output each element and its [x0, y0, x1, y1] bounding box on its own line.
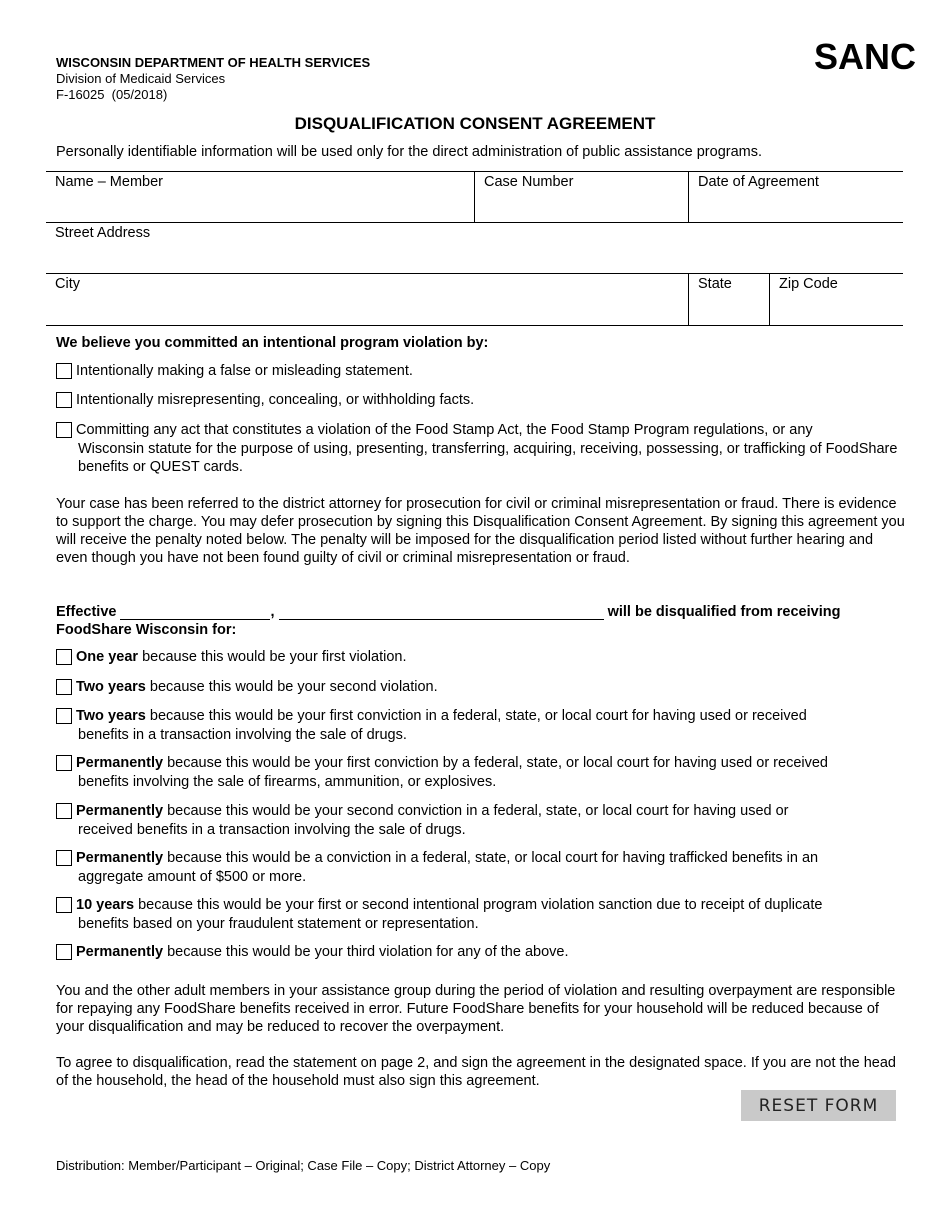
name-member-label: Name – Member: [55, 174, 163, 190]
penalty-checkbox-5[interactable]: [56, 803, 72, 819]
penalty-term: Permanently: [76, 850, 164, 866]
violation-option-2-text: Intentionally misrepresenting, concealing, or withholding facts.: [76, 392, 475, 408]
state-field[interactable]: [695, 300, 763, 322]
street-address-field[interactable]: [52, 249, 897, 271]
penalty-text-continuation: benefits involving the sale of firearms, ammunition, or explosives.: [78, 773, 497, 790]
cell-zip-code: [769, 274, 903, 325]
agency-name: WISCONSIN DEPARTMENT OF HEALTH SERVICES: [56, 55, 371, 70]
penalty-option-1: [56, 648, 906, 667]
distribution-note: Distribution: Member/Participant – Original; Case File – Copy; District Attorney – Copy: [56, 1158, 551, 1173]
penalty-text: because this would be your third violation for any of the above.: [163, 944, 569, 960]
case-number-label: Case Number: [484, 174, 574, 190]
violation-option-3: [56, 421, 906, 477]
violation-option-2: [56, 391, 906, 410]
division-name: Division of Medicaid Services: [56, 71, 226, 86]
violation-option-3-text: Committing any act that constitutes a violation of the Food Stamp Act, the Food Stamp Program regulations, or any: [76, 422, 813, 438]
effective-comma: ,: [270, 604, 275, 620]
penalty-text: because this would be your second conviction in a federal, state, or local court for having used or: [163, 803, 789, 819]
cell-city: [46, 274, 688, 325]
date-of-agreement-field[interactable]: [695, 198, 897, 220]
penalty-text-continuation: benefits based on your fraudulent statement or representation.: [78, 915, 479, 932]
referral-paragraph: Your case has been referred to the district attorney for prosecution for civil or criminal misrepresentation or fraud. There is evidence to support the charge. You may defer prosecution by signing this Disqualification Consent Agreement. By signing this agreement you will receive the penalty noted below. The penalty will be imposed for the disqualification period listed without further hearing and even though you have not been found guilty of civil or criminal misrepresentation or fraud.: [56, 496, 905, 566]
penalty-checkbox-8[interactable]: [56, 944, 72, 960]
zip-code-field[interactable]: [776, 300, 897, 322]
penalty-text: because this would be your first violation.: [138, 649, 407, 665]
violation-option-3-continuation: Wisconsin statute for the purpose of using, presenting, transferring, acquiring, receiving, possessing, or trafficking of FoodShare benefits or QUEST cards.: [78, 440, 898, 475]
penalty-term: One year: [76, 649, 139, 665]
cell-state: [688, 274, 769, 325]
city-label: City: [55, 276, 80, 292]
penalty-term: 10 years: [76, 897, 135, 913]
penalty-checkbox-7[interactable]: [56, 897, 72, 913]
penalty-checkbox-6[interactable]: [56, 850, 72, 866]
violation-checkbox-1[interactable]: [56, 363, 72, 379]
penalty-text: because this would be your first or second intentional program violation sanction due to receipt of duplicate: [134, 897, 823, 913]
penalty-option-3: [56, 707, 906, 744]
street-address-label: Street Address: [55, 225, 151, 241]
form-number: F-16025 (05/2018): [56, 87, 168, 102]
penalty-option-2: [56, 678, 906, 697]
penalty-option-6: [56, 849, 906, 886]
effective-suffix: will be disqualified from receiving: [607, 604, 841, 620]
penalty-text: because this would be a conviction in a federal, state, or local court for having trafficked benefits in an: [163, 850, 819, 866]
effective-label: Effective: [56, 604, 117, 620]
penalty-text-continuation: aggregate amount of $500 or more.: [78, 868, 307, 885]
penalty-term: Two years: [76, 679, 146, 695]
effective-date-field[interactable]: [120, 605, 270, 620]
effective-statement: [56, 603, 906, 639]
violation-option-1: [56, 362, 906, 381]
violation-option-1-text: Intentionally making a false or misleading statement.: [76, 363, 413, 379]
penalty-option-4: [56, 754, 906, 791]
penalty-option-5: [56, 802, 906, 839]
row-street-address: [46, 222, 903, 274]
penalty-text-continuation: received benefits in a transaction involving the sale of drugs.: [78, 821, 466, 838]
cell-case-number: [474, 172, 688, 223]
privacy-notice: Personally identifiable information will be used only for the direct administration of public assistance programs.: [56, 144, 763, 160]
penalty-term: Permanently: [76, 803, 164, 819]
penalty-option-7: [56, 896, 906, 933]
reset-form-button[interactable]: RESET FORM: [741, 1090, 896, 1121]
cell-street-address: [46, 223, 903, 274]
penalty-text: because this would be your second violation.: [145, 679, 438, 695]
penalty-checkbox-3[interactable]: [56, 708, 72, 724]
violation-checkbox-2[interactable]: [56, 392, 72, 408]
penalty-term: Two years: [76, 708, 146, 724]
penalty-text: because this would be your first conviction by a federal, state, or local court for having used or received: [163, 755, 828, 771]
disqualified-person-field[interactable]: [279, 605, 604, 620]
row-city-state-zip: [46, 273, 903, 326]
cell-name-member: [46, 172, 474, 223]
form-code: SANC: [813, 36, 916, 77]
row-name-case-date: [46, 171, 903, 223]
penalty-text-continuation: benefits in a transaction involving the sale of drugs.: [78, 726, 407, 743]
case-number-field[interactable]: [481, 198, 682, 220]
state-label: State: [698, 276, 732, 292]
date-of-agreement-label: Date of Agreement: [698, 174, 819, 190]
violation-heading: We believe you committed an intentional program violation by:: [56, 335, 489, 351]
city-field[interactable]: [52, 300, 682, 322]
page-title: DISQUALIFICATION CONSENT AGREEMENT: [294, 114, 656, 133]
zip-code-label: Zip Code: [779, 276, 838, 292]
penalty-term: Permanently: [76, 755, 164, 771]
penalty-text: because this would be your first conviction in a federal, state, or local court for having used or received: [145, 708, 807, 724]
penalty-term: Permanently: [76, 944, 164, 960]
repayment-paragraph: You and the other adult members in your assistance group during the period of violation and resulting overpayment are responsible for repaying any FoodShare benefits received in error. Future FoodShare benefits for your household will be reduced because of your disqualification and may be reduced to recover the overpayment.: [56, 983, 896, 1035]
cell-date-of-agreement: [688, 172, 903, 223]
violation-checkbox-3[interactable]: [56, 422, 72, 438]
name-member-field[interactable]: [52, 198, 468, 220]
penalty-checkbox-2[interactable]: [56, 679, 72, 695]
effective-line2: FoodShare Wisconsin for:: [56, 622, 237, 638]
penalty-option-8: [56, 943, 906, 962]
agree-paragraph: To agree to disqualification, read the statement on page 2, and sign the agreement in the designated space. If you are not the head of the household, the head of the household must also sign this agreement.: [56, 1055, 896, 1089]
penalty-checkbox-1[interactable]: [56, 649, 72, 665]
penalty-checkbox-4[interactable]: [56, 755, 72, 771]
